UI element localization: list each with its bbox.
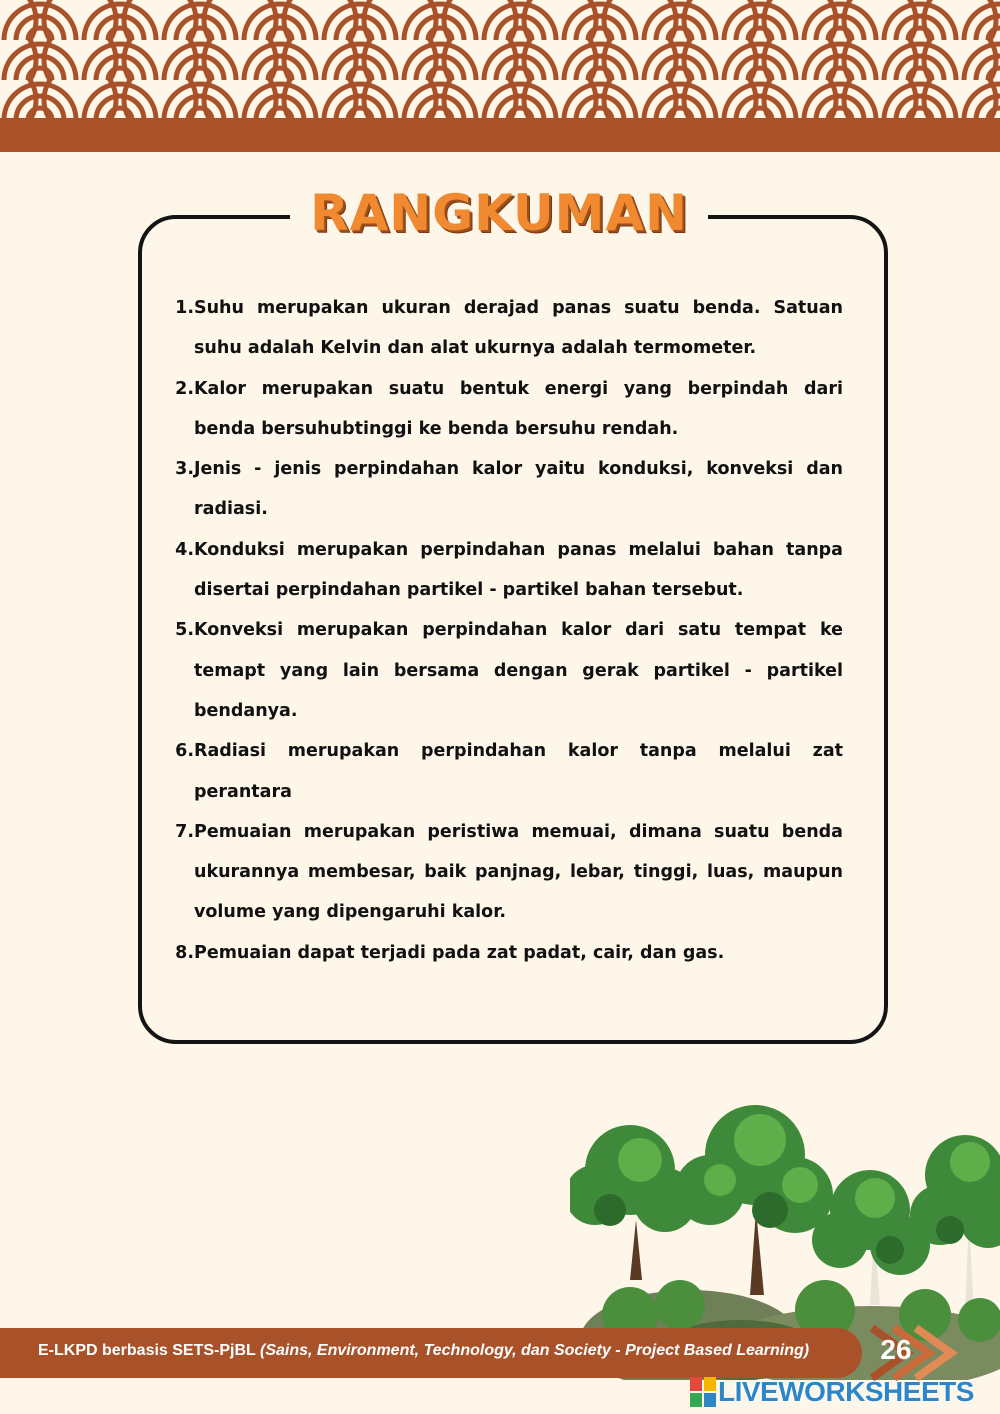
summary-list xyxy=(172,288,843,973)
item-number: 2. xyxy=(175,378,194,399)
page-title: RANGKUMAN xyxy=(310,184,688,242)
item-text: Konduksi merupakan perpindahan panas melalui bahan tanpa disertai perpindahan partikel - partikel bahan tersebut. xyxy=(194,539,843,601)
item-number: 3. xyxy=(175,459,194,480)
watermark-text: LIVEWORKSHEETS xyxy=(718,1376,974,1407)
item-number: 1. xyxy=(175,298,194,318)
list-item xyxy=(172,933,843,973)
list-item xyxy=(172,731,843,812)
scallop-pattern xyxy=(0,0,1000,118)
item-text: Pemuaian merupakan peristiwa memuai, dimana suatu benda ukurannya membesar, baik panjnag, lebar, tinggi, luas, maupun volume yang dipengaruhi kalor. xyxy=(194,821,843,923)
item-number: 4. xyxy=(175,539,194,560)
item-text: Kalor merupakan suatu bentuk energi yang berpindah dari benda bersuhubtinggi ke benda bersuhu rendah. xyxy=(194,378,843,439)
footer-label: E-LKPD berbasis SETS-PjBL xyxy=(38,1342,256,1359)
list-item xyxy=(172,449,843,530)
item-number: 6. xyxy=(175,741,194,762)
item-text: Konveksi merupakan perpindahan kalor dari satu tempat ke temapt yang lain bersama dengan gerak partikel - partikel bendanya. xyxy=(194,620,843,721)
list-item xyxy=(172,288,843,369)
list-item xyxy=(172,369,843,450)
item-text: Pemuaian dapat terjadi pada zat padat, cair, dan gas. xyxy=(194,942,725,963)
item-number: 5. xyxy=(175,620,194,641)
item-text: Suhu merupakan ukuran derajad panas suatu benda. Satuan suhu adalah Kelvin dan alat ukurnya adalah termometer. xyxy=(194,298,843,359)
list-item xyxy=(172,530,843,611)
footer-label-italic: (Sains, Environment, Technology, dan Society - Project Based Learning) xyxy=(259,1342,810,1359)
footer-caption xyxy=(38,1342,858,1360)
header-band xyxy=(0,118,1000,152)
item-number: 7. xyxy=(175,821,194,842)
list-item xyxy=(172,610,843,731)
item-text: Jenis - jenis perpindahan kalor yaitu konduksi, konveksi dan radiasi. xyxy=(194,459,843,520)
liveworksheets-watermark xyxy=(690,1372,996,1412)
item-text: Radiasi merupakan perpindahan kalor tanpa melalui zat perantara xyxy=(194,741,843,802)
page-number: 26 xyxy=(880,1334,912,1365)
list-item xyxy=(172,812,843,933)
liveworksheets-logo-icon xyxy=(690,1377,716,1407)
item-number: 8. xyxy=(175,942,194,963)
